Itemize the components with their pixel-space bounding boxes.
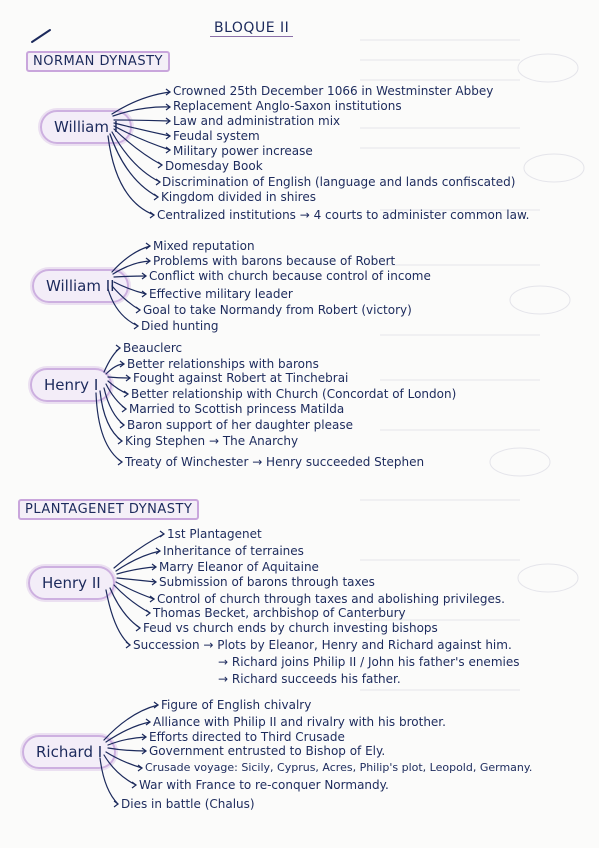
- henry-ii-item: Control of church through taxes and abolishing privileges.: [157, 592, 505, 606]
- king-william-ii: William II: [32, 269, 129, 303]
- richard-i-item: Government entrusted to Bishop of Ely.: [149, 744, 386, 758]
- henry-ii-item: → Richard joins Philip II / John his father's enemies: [218, 655, 520, 669]
- henry-i-item: Beauclerc: [123, 341, 183, 355]
- william-i-item: Centralized institutions → 4 courts to administer common law.: [157, 208, 530, 222]
- section-norman-dynasty: NORMAN DYNASTY: [26, 51, 170, 72]
- henry-ii-item: Thomas Becket, archbishop of Canterbury: [153, 606, 406, 620]
- richard-i-item: Figure of English chivalry: [161, 698, 312, 712]
- henry-i-item: Married to Scottish princess Matilda: [129, 402, 345, 416]
- richard-i-item: Dies in battle (Chalus): [121, 797, 255, 811]
- section-plantagenet-dynasty: PLANTAGENET DYNASTY: [18, 499, 199, 520]
- william-i-item: Military power increase: [173, 144, 313, 158]
- henry-ii-item: Marry Eleanor of Aquitaine: [159, 560, 319, 574]
- william-i-item: Feudal system: [173, 129, 260, 143]
- king-richard-i: Richard I: [22, 735, 116, 769]
- william-i-item: Replacement Anglo-Saxon institutions: [173, 99, 402, 113]
- henry-ii-item: → Richard succeeds his father.: [218, 672, 401, 686]
- henry-ii-item: Feud vs church ends by church investing bishops: [143, 621, 438, 635]
- william-i-item: Crowned 25th December 1066 in Westminster Abbey: [173, 84, 494, 98]
- william-ii-item: Mixed reputation: [153, 239, 255, 253]
- henry-ii-item: Submission of barons through taxes: [159, 575, 375, 589]
- henry-i-item: King Stephen → The Anarchy: [125, 434, 299, 448]
- william-ii-item: Goal to take Normandy from Robert (victory): [143, 303, 412, 317]
- henry-i-item: Treaty of Winchester → Henry succeeded Stephen: [125, 455, 425, 469]
- william-i-item: Domesday Book: [165, 159, 263, 173]
- page-title: BLOQUE II: [210, 20, 293, 37]
- henry-i-item: Better relationship with Church (Concordat of London): [131, 387, 457, 401]
- henry-ii-item: 1st Plantagenet: [167, 527, 262, 541]
- henry-ii-item: Succession → Plots by Eleanor, Henry and Richard against him.: [133, 638, 512, 652]
- henry-ii-item: Inheritance of terraines: [163, 544, 304, 558]
- william-i-item: Kingdom divided in shires: [161, 190, 316, 204]
- king-william-i: William I: [40, 110, 132, 144]
- richard-i-item: Efforts directed to Third Crusade: [149, 730, 345, 744]
- king-henry-i: Henry I: [30, 368, 112, 402]
- king-henry-ii: Henry II: [28, 566, 115, 600]
- henry-i-item: Better relationships with barons: [127, 357, 319, 371]
- william-i-item: Discrimination of English (language and lands confiscated): [162, 175, 516, 189]
- richard-i-item: War with France to re-conquer Normandy.: [139, 778, 389, 792]
- william-ii-item: Conflict with church because control of income: [149, 269, 431, 283]
- william-ii-item: Problems with barons because of Robert: [153, 254, 396, 268]
- richard-i-item: Alliance with Philip II and rivalry with his brother.: [153, 715, 446, 729]
- henry-i-item: Fought against Robert at Tinchebrai: [133, 371, 349, 385]
- william-i-item: Law and administration mix: [173, 114, 341, 128]
- william-ii-item: Died hunting: [141, 319, 219, 333]
- william-ii-item: Effective military leader: [149, 287, 293, 301]
- richard-i-item: Crusade voyage: Sicily, Cyprus, Acres, Philip's plot, Leopold, Germany.: [145, 761, 533, 774]
- henry-i-item: Baron support of her daughter please: [127, 418, 353, 432]
